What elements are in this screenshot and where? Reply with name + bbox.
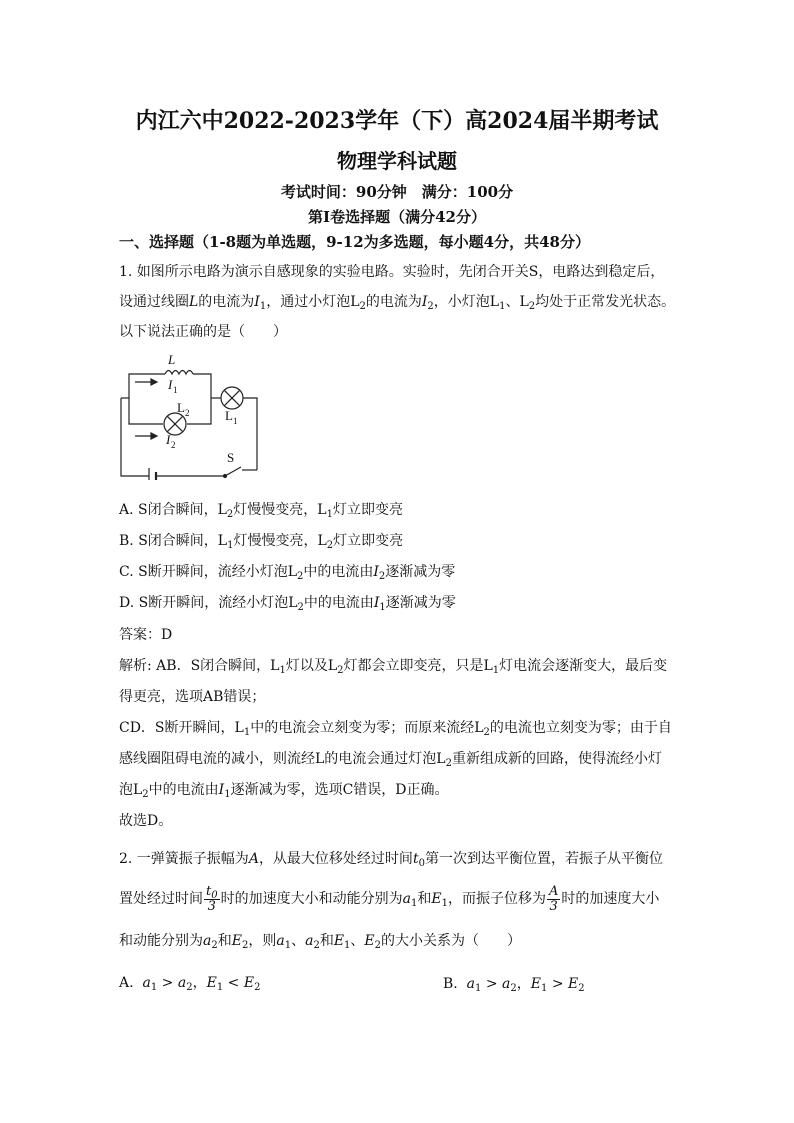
var-I: I — [218, 782, 225, 798]
sub: 1 — [150, 982, 158, 993]
q1-analysis-line6: 故选D。 — [119, 813, 173, 829]
sub: 2 — [374, 940, 382, 951]
var-I: I — [421, 294, 428, 310]
text: CD．S断开瞬间，L — [119, 720, 244, 736]
sub: 1 — [492, 665, 500, 676]
sub: 1 — [284, 940, 292, 951]
var-E: E — [231, 933, 242, 949]
sub: 2 — [254, 982, 261, 993]
text: 重新组成新的回路，使得流经小灯 — [451, 751, 662, 767]
text: ，通过小灯泡L — [266, 294, 360, 310]
q2-option-b — [443, 973, 585, 993]
text: 和动能分别为 — [119, 933, 203, 949]
text: 灯立即变亮 — [333, 533, 404, 549]
text: 灯都会立即变亮，只是L — [343, 658, 493, 674]
sub: 0 — [418, 858, 425, 869]
sub: 2 — [483, 727, 490, 738]
option-label: A. — [119, 975, 134, 991]
text: 逐渐减为零 — [385, 564, 456, 580]
text: ，而振子位移为 — [447, 891, 546, 907]
label-S: S — [227, 450, 235, 465]
text: 的电流为 — [365, 294, 422, 310]
text: 和 — [217, 933, 232, 949]
sub: 1 — [379, 602, 386, 613]
var-I: I — [254, 294, 260, 310]
op-gt: > — [481, 976, 503, 992]
fraction-t0-over-3 — [204, 885, 220, 914]
wire-inner-top-left — [129, 374, 165, 398]
var-a: a — [466, 976, 476, 992]
sub: 2 — [337, 665, 344, 676]
label-I2: I — [166, 432, 171, 447]
text: 中的电流会立刻变为零；而原来流经L — [250, 720, 484, 736]
text: 和 — [417, 891, 432, 907]
switch-blade — [225, 467, 241, 476]
exam-title: 内江六中2022-2023学年（下）高2024届半期考试 — [135, 108, 659, 134]
sub: 2 — [445, 758, 452, 769]
text: 灯慢慢变亮，L — [233, 502, 327, 518]
sub: 0 — [211, 889, 218, 901]
sub: 1 — [243, 727, 251, 738]
q1-analysis-line1 — [119, 656, 667, 676]
option-label: B. — [443, 976, 458, 992]
q2-stem-line3 — [119, 931, 521, 951]
text: A. S闭合瞬间，L — [119, 502, 227, 518]
sub: 2 — [186, 982, 193, 993]
var-L: L — [189, 294, 199, 310]
var-a: a — [276, 933, 285, 949]
q1-stem-line1: 1. 如图所示电路为演示自感现象的实验电路。实验时，先闭合开关S，电路达到稳定后， — [119, 264, 665, 280]
label-L1-sub: 1 — [233, 416, 238, 426]
sub: 2 — [578, 983, 585, 994]
sub: 1 — [227, 540, 234, 551]
text: 、 — [350, 933, 365, 949]
var-E: E — [206, 975, 217, 991]
sub: 1 — [344, 940, 351, 951]
fraction-A-over-3 — [547, 885, 560, 914]
sub: 1 — [499, 301, 506, 312]
op-gt: > — [157, 975, 178, 991]
text: D. S断开瞬间，流经小灯泡L — [119, 595, 298, 611]
q1-analysis-line5 — [119, 780, 449, 800]
var-E: E — [364, 933, 375, 949]
wire-inner-bottom — [129, 398, 163, 424]
text: 设通过线圈 — [119, 294, 189, 310]
text: 、 — [291, 933, 306, 949]
text: 逐渐减为零 — [385, 595, 456, 611]
q2-stem-line2 — [119, 884, 659, 914]
sub: 2 — [142, 789, 149, 800]
var-E: E — [431, 891, 442, 907]
text: 灯以及L — [285, 658, 338, 674]
var-t: t — [412, 851, 419, 867]
sub: 1 — [279, 665, 286, 676]
sub: 1 — [475, 983, 482, 994]
text: C. S断开瞬间，流经小灯泡L — [119, 564, 298, 580]
q1-option-b — [119, 531, 403, 551]
q1-option-a — [119, 500, 403, 520]
sub: 2 — [297, 602, 304, 613]
text: 灯立即变亮 — [332, 502, 403, 518]
text: 的电流也立刻变为零；由于自 — [489, 720, 672, 736]
q2-option-a — [119, 973, 260, 993]
frac-den: 3 — [549, 898, 558, 914]
var-E: E — [243, 975, 255, 991]
var-E: E — [568, 976, 579, 992]
q2-stem-line1 — [119, 849, 663, 869]
frac-num: t — [206, 883, 212, 899]
q1-analysis-line3 — [119, 718, 672, 738]
sub: 1 — [224, 789, 231, 800]
text: 第一次到达平衡位置，若振子从平衡位 — [424, 851, 663, 867]
text: ， — [192, 975, 207, 991]
text: 和 — [319, 933, 334, 949]
text: 、L — [505, 294, 529, 310]
var-A: A — [248, 851, 259, 867]
arrow-head-I1 — [151, 379, 157, 385]
var-I: I — [373, 595, 380, 611]
section-heading: 一、选择题（1-8题为单选题，9-12为多选题，每小题4分，共48分） — [119, 233, 590, 251]
arrow-head-I2 — [151, 433, 157, 439]
sub: 1 — [410, 898, 418, 909]
op-lt: < — [223, 975, 244, 991]
text: 的电流为 — [198, 294, 255, 310]
text: 的大小关系为（ ） — [381, 933, 522, 949]
q1-analysis-line2: 得更亮，选项AB错误； — [119, 689, 266, 705]
label-I2-sub: 2 — [171, 440, 176, 450]
sub: 2 — [226, 509, 234, 520]
text: 置处经过时间 — [119, 891, 203, 907]
q1-stem-line2 — [119, 292, 675, 312]
op-gt: > — [547, 976, 569, 992]
label-I1-sub: 1 — [173, 385, 178, 395]
wire-inner-right — [187, 374, 211, 424]
text: 逐渐减为零，选项C错误，D正确。 — [230, 782, 449, 798]
exam-info: 考试时间：90分钟 满分：100分 — [280, 183, 514, 201]
sub: 1 — [259, 301, 267, 312]
var-a: a — [305, 933, 314, 949]
text: 解析: AB．S闭合瞬间，L — [119, 658, 280, 674]
text: 2. 一弹簧振子振幅为 — [119, 851, 249, 867]
wire-right — [243, 398, 257, 470]
sub: 2 — [378, 571, 386, 582]
text: 灯慢慢变亮，L — [233, 533, 327, 549]
subject-title: 物理学科试题 — [337, 149, 457, 173]
sub: 2 — [359, 301, 366, 312]
label-L2-sub: 2 — [185, 408, 190, 418]
var-E: E — [530, 976, 541, 992]
text: 时的加速度大小 — [561, 891, 660, 907]
sub: 2 — [313, 940, 320, 951]
sub: 1 — [441, 898, 448, 909]
sub: 2 — [510, 983, 517, 994]
sub: 2 — [297, 571, 304, 582]
text: 中的电流由 — [303, 595, 374, 611]
var-a: a — [402, 891, 411, 907]
label-L2: L — [177, 400, 185, 415]
var-I: I — [373, 564, 379, 580]
text: 感线圈阻碍电流的减小，则流经L的电流会通过灯泡L — [119, 751, 446, 767]
text: 中的电流由 — [148, 782, 219, 798]
text: B. S闭合瞬间，L — [119, 533, 228, 549]
q1-option-d — [119, 593, 456, 613]
part-title: 第I卷选择题（满分42分） — [308, 208, 486, 226]
label-L1: L — [225, 408, 233, 423]
var-a: a — [177, 975, 187, 991]
sub: 1 — [326, 509, 333, 520]
label-I1: I — [168, 377, 173, 392]
var-E: E — [333, 933, 345, 949]
var-a: a — [502, 976, 511, 992]
wire-left-bottom — [121, 398, 149, 476]
frac-den: 3 — [207, 898, 216, 914]
sub: 1 — [541, 983, 548, 994]
q1-analysis-line4 — [119, 749, 662, 769]
frac-num: A — [548, 883, 559, 899]
text: 灯电流会逐渐变大，最后变 — [499, 658, 668, 674]
circuit-diagram — [115, 350, 265, 480]
text: ，从最大位移处经过时间 — [258, 851, 413, 867]
sub: 2 — [326, 540, 334, 551]
text: ，小灯泡L — [433, 294, 500, 310]
var-a: a — [142, 975, 151, 991]
text: ， — [516, 976, 531, 992]
text: 时的加速度大小和动能分别为 — [220, 891, 403, 907]
sub: 2 — [528, 301, 536, 312]
q1-stem-line3: 以下说法正确的是（ ） — [119, 324, 287, 340]
text: 泡L — [119, 782, 143, 798]
q1-answer: 答案：D — [119, 627, 173, 643]
text: 均处于正常发光状态。 — [535, 294, 676, 310]
sub: 2 — [241, 940, 249, 951]
label-L: L — [168, 352, 176, 367]
q1-option-c — [119, 562, 455, 582]
text: ，则 — [248, 933, 277, 949]
sub: 2 — [427, 301, 434, 312]
inductor-coil — [165, 371, 193, 375]
sub: 2 — [211, 940, 218, 951]
var-a: a — [203, 933, 212, 949]
text: 中的电流由 — [303, 564, 374, 580]
sub: 1 — [216, 982, 224, 993]
